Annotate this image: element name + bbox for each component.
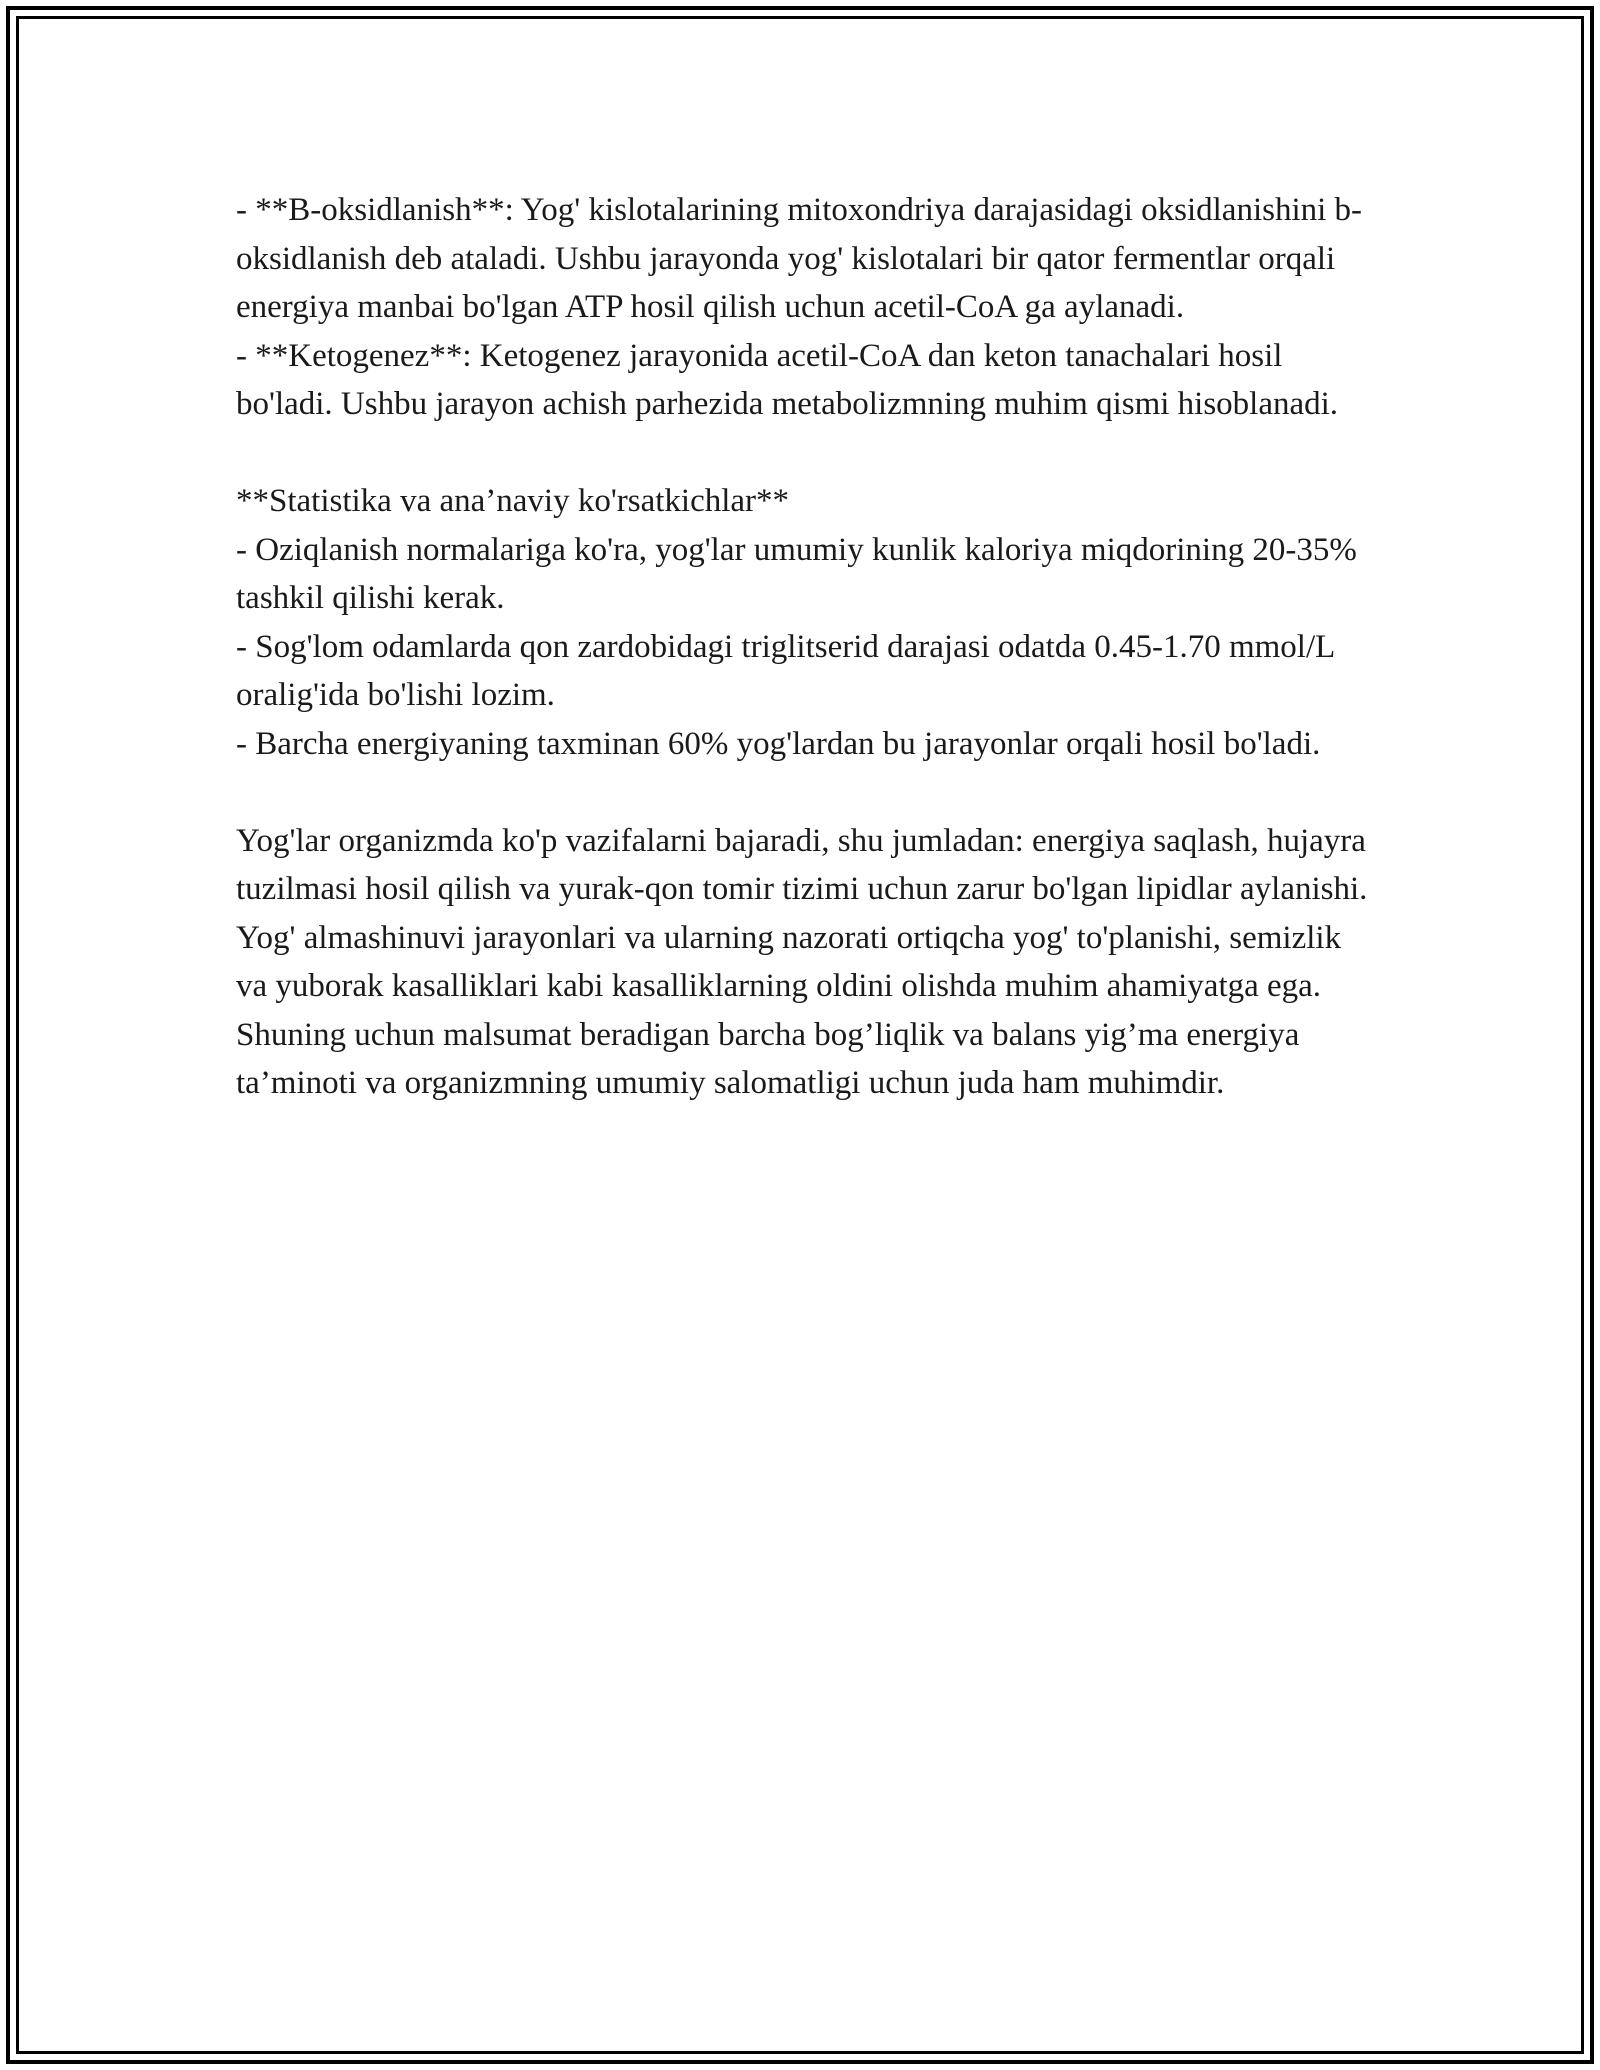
bullet-triglitserid: - Sog'lom odamlarda qon zardobidagi triglitserid darajasi odatda 0.45-1.70 mmol/L oralig'ida bo'lishi lozim.	[236, 628, 1335, 713]
paragraph-gap	[236, 768, 1371, 817]
paragraph-summary: Yog'lar organizmda ko'p vazifalarni bajaradi, shu jumladan: energiya saqlash, hujayra tuzilmasi hosil qilish va yurak-qon tomir tizimi uchun zarur bo'lgan lipidlar aylanishi. Yog' almashinuvi jarayonlari va ularning nazorati ortiqcha yog' to'planishi, semizlik va yuborak kasalliklari kabi kasalliklarning oldini olishda muhim ahamiyatga ega. Shuning uchun malsumat beradigan barcha bog’liqlik va balans yig’ma energiya ta’minoti va organizmning umumiy salomatligi uchun juda ham muhimdir.	[236, 822, 1368, 1101]
bullet-energiya: - Barcha energiyaning taxminan 60% yog'lardan bu jarayonlar orqali hosil bo'ladi.	[236, 725, 1321, 762]
bullet-oziqlanish: - Oziqlanish normalariga ko'ra, yog'lar umumiy kunlik kaloriya miqdorining 20-35% tashkil qilishi kerak.	[236, 531, 1357, 616]
section-heading-statistika: **Statistika va ana’naviy ko'rsatkichlar**	[236, 483, 790, 519]
paragraph-gap	[236, 429, 1371, 478]
bullet-ketogenez: - **Ketogenez**: Ketogenez jarayonida acetil-CoA dan keton tanachalari hosil bo'ladi. Ushbu jarayon achish parhezida metabolizmning muhim qismi hisoblanadi.	[236, 337, 1339, 422]
document-body	[236, 186, 1371, 1108]
bullet-b-oksidlanish: - **B-oksidlanish**: Yog' kislotalarining mitoxondriya darajasidagi oksidlanishini b-oksidlanish deb ataladi. Ushbu jarayonda yog' kislotalari bir qator fermentlar orqali energiya manbai bo'lgan ATP hosil qilish uchun acetil-CoA ga aylanadi.	[236, 192, 1363, 325]
